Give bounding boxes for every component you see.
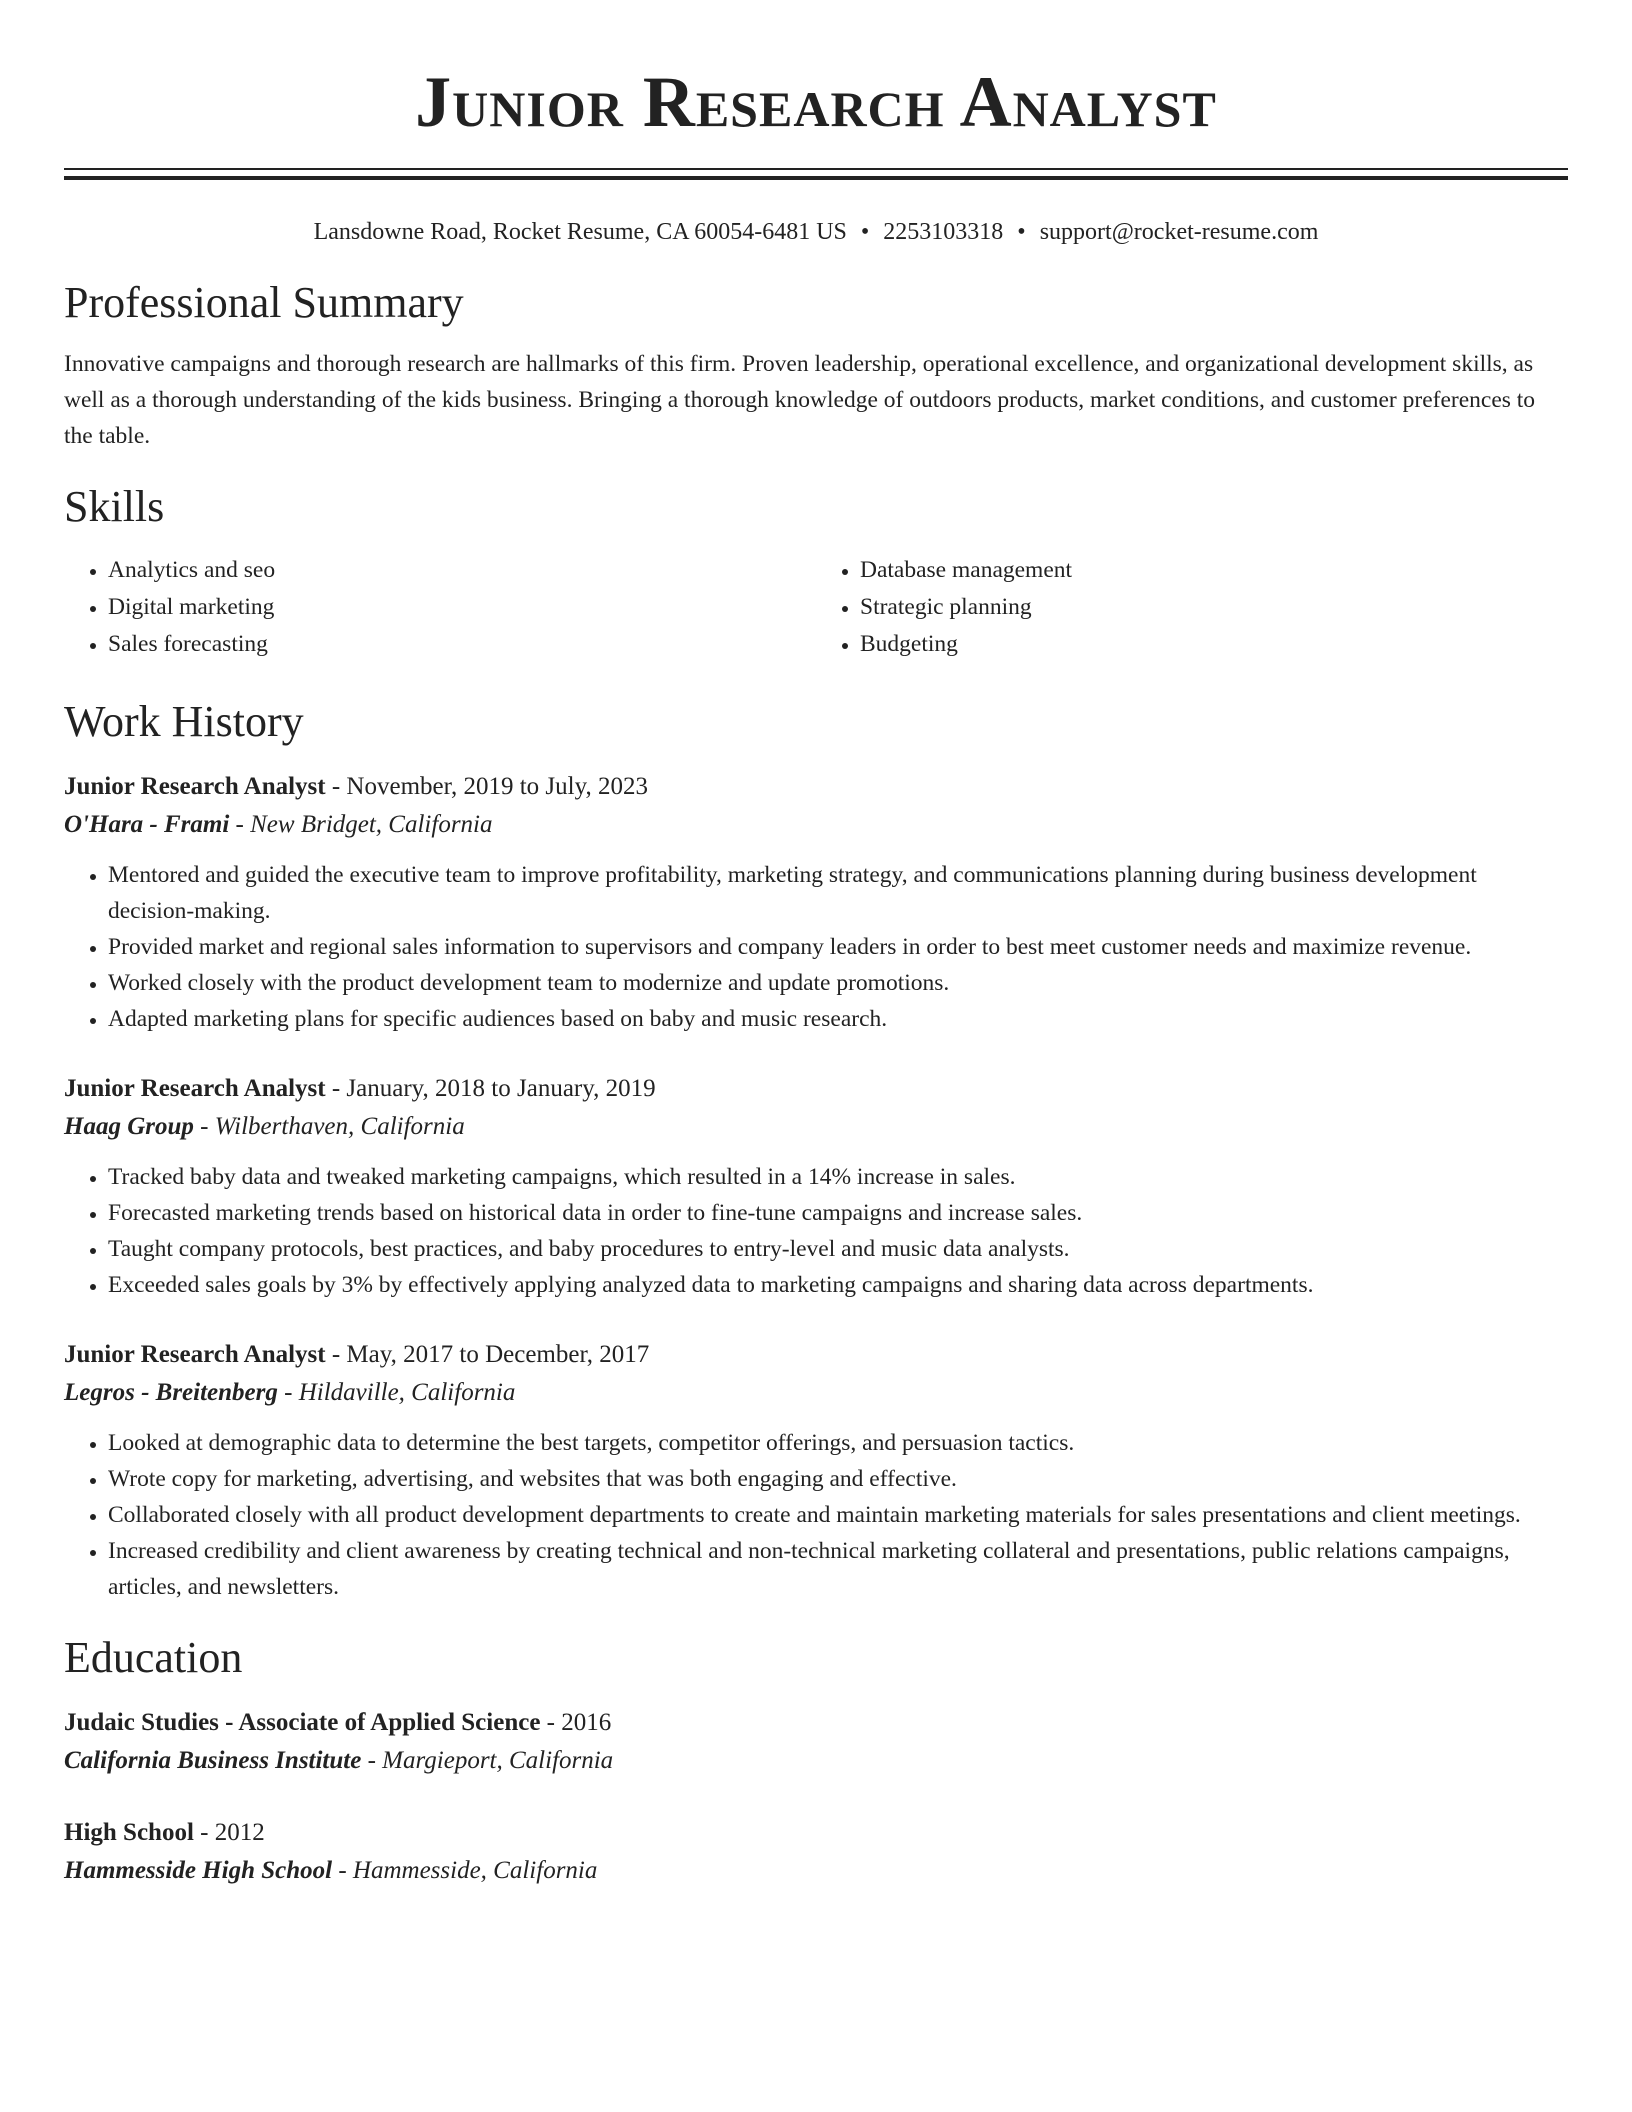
skill-item: • Analytics and seo [108,552,816,589]
skill-item: • Strategic planning [860,589,1568,626]
job-company: O'Hara - Frami [64,811,230,838]
job-dates: - November, 2019 to July, 2023 [325,773,648,800]
education-degree-line [64,1705,1568,1741]
job-dates: - May, 2017 to December, 2017 [325,1341,650,1368]
education-entry [64,1815,1568,1891]
education-school-line [64,1741,1568,1781]
education-entry [64,1705,1568,1781]
contact-phone: 2253103318 [883,219,1004,245]
education-location: - Hammesside, California [332,1857,598,1884]
job-title: Junior Research Analyst [64,773,326,800]
job-title: Junior Research Analyst [64,1341,326,1368]
education-heading: Education [64,1633,243,1682]
job-title-line [64,1071,1568,1107]
job-bullets [64,1159,1568,1303]
job-bullet: • Provided market and regional sales information to supervisors and company leaders in order to best meet customer needs and maximize revenue. [108,929,1568,965]
job-bullet: • Tracked baby data and tweaked marketing campaigns, which resulted in a 14% increase in sales. [108,1159,1568,1195]
job-bullet: • Wrote copy for marketing, advertising, and websites that was both engaging and effective. [108,1461,1568,1497]
education-degree: High School [64,1819,194,1846]
contact-separator: • [1017,219,1026,245]
summary-text: Innovative campaigns and thorough research are hallmarks of this firm. Proven leadership, operational excellence, and organizational development skills, as well as a thorough understanding of the kids business. Bringing a thorough knowledge of outdoors products, market conditions, and customer preferences to the table. [64,351,1536,449]
contact-address: Lansdowne Road, Rocket Resume, CA 60054-6481 US [313,219,847,245]
job-title-line [64,1337,1568,1373]
education-location: - Margieport, California [361,1747,614,1774]
education-year: - 2012 [193,1819,265,1846]
education-degree: Judaic Studies - Associate of Applied Science [64,1709,541,1736]
education-school-line [64,1851,1568,1891]
job-bullets [64,1425,1568,1605]
job-dates: - January, 2018 to January, 2019 [325,1075,656,1102]
job-company: Haag Group [64,1113,194,1140]
job-bullets [64,857,1568,1037]
title-rule-thin [64,168,1568,170]
job-entry [64,1071,1568,1303]
job-title: Junior Research Analyst [64,1075,326,1102]
job-bullet: • Collaborated closely with all product development departments to create and maintain marketing materials for sales presentations and client meetings. [108,1497,1568,1533]
job-bullet: • Exceeded sales goals by 3% by effectively applying analyzed data to marketing campaigns and sharing data across departments. [108,1267,1568,1303]
job-bullet: • Forecasted marketing trends based on historical data in order to fine-tune campaigns and increase sales. [108,1195,1568,1231]
skill-item: • Budgeting [860,626,1568,663]
job-company: Legros - Breitenberg [64,1379,278,1406]
job-bullet: • Worked closely with the product development team to modernize and update promotions. [108,965,1568,1001]
education-year: - 2016 [540,1709,612,1736]
skills-heading: Skills [64,482,165,531]
contact-line [64,216,1568,248]
resume-title: Junior Research Analyst [415,62,1217,142]
job-bullet: • Taught company protocols, best practices, and baby procedures to entry-level and music data analysts. [108,1231,1568,1267]
job-bullet: • Mentored and guided the executive team to improve profitability, marketing strategy, and communications planning during business development decision-making. [108,857,1568,929]
title-rule-thick [64,176,1568,180]
job-bullet: • Increased credibility and client awareness by creating technical and non-technical marketing collateral and presentations, public relations campaigns, articles, and newsletters. [108,1533,1568,1605]
contact-separator: • [860,219,870,245]
skills-list [64,552,1568,663]
job-company-line [64,805,1568,845]
summary-heading: Professional Summary [64,278,464,327]
skill-item: • Digital marketing [108,589,816,626]
skill-item: • Database management [860,552,1568,589]
job-entry [64,769,1568,1037]
contact-email: support@rocket-resume.com [1039,219,1319,245]
job-entry [64,1337,1568,1605]
job-bullet: • Looked at demographic data to determine the best targets, competitor offerings, and persuasion tactics. [108,1425,1568,1461]
education-degree-line [64,1815,1568,1851]
education-school: California Business Institute [64,1747,362,1774]
job-title-line [64,769,1568,805]
skill-item: • Sales forecasting [108,626,816,663]
education-school: Hammesside High School [64,1857,333,1884]
job-company-line [64,1373,1568,1413]
job-bullet: • Adapted marketing plans for specific audiences based on baby and music research. [108,1001,1568,1037]
skills-column-left [64,552,816,663]
job-location: - Wilberthaven, California [193,1113,465,1140]
work-history-heading: Work History [64,697,304,746]
job-location: - Hildaville, California [277,1379,516,1406]
job-company-line [64,1107,1568,1147]
skills-column-right [816,552,1568,663]
job-location: - New Bridget, California [229,811,493,838]
